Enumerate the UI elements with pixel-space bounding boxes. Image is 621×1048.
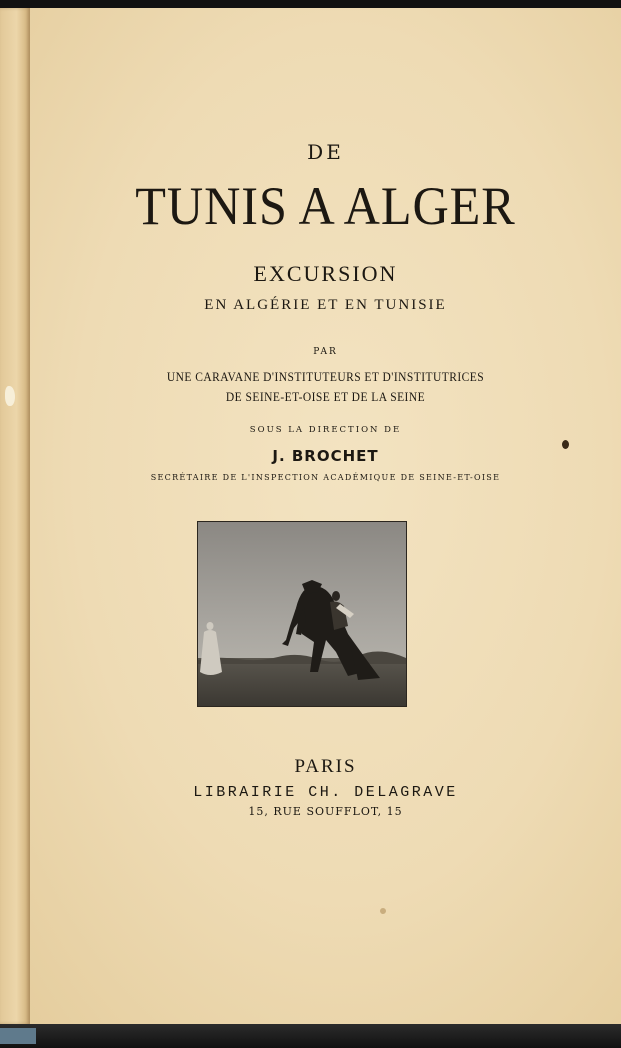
scan-bottom-edge — [0, 1024, 621, 1048]
horse-rider-photo — [197, 521, 407, 707]
title-preposition: DE — [307, 140, 344, 164]
foxing-spot — [380, 908, 386, 914]
publisher-address: 15, RUE SOUFFLOT, 15 — [248, 805, 403, 818]
publisher-name: LIBRAIRIE CH. DELAGRAVE — [193, 784, 458, 801]
photo-illustration — [198, 522, 406, 706]
title-page — [0, 8, 621, 1024]
book-title: TUNIS A ALGER — [135, 176, 516, 236]
book-gutter — [0, 8, 30, 1024]
paper-tear-mark — [5, 386, 15, 406]
book-subtitle: EN ALGÉRIE ET EN TUNISIE — [204, 297, 447, 313]
director-role: SECRÉTAIRE DE L'INSPECTION ACADÉMIQUE DE SEINE-ET-OISE — [150, 473, 501, 482]
photo-sky — [198, 522, 406, 662]
authors-line-1: UNE CARAVANE D'INSTITUTEURS ET D'INSTITUTRICES — [166, 370, 485, 384]
publication-city: PARIS — [294, 756, 357, 777]
photo-ground — [198, 658, 406, 706]
by-label: PAR — [313, 347, 338, 357]
direction-label: SOUS LA DIRECTION DE — [249, 425, 402, 435]
director-name: J. BROCHET — [272, 447, 379, 465]
authors-line-2: DE SEINE-ET-OISE ET DE LA SEINE — [225, 390, 426, 404]
book-subtitle-excursion: EXCURSION — [253, 261, 398, 286]
